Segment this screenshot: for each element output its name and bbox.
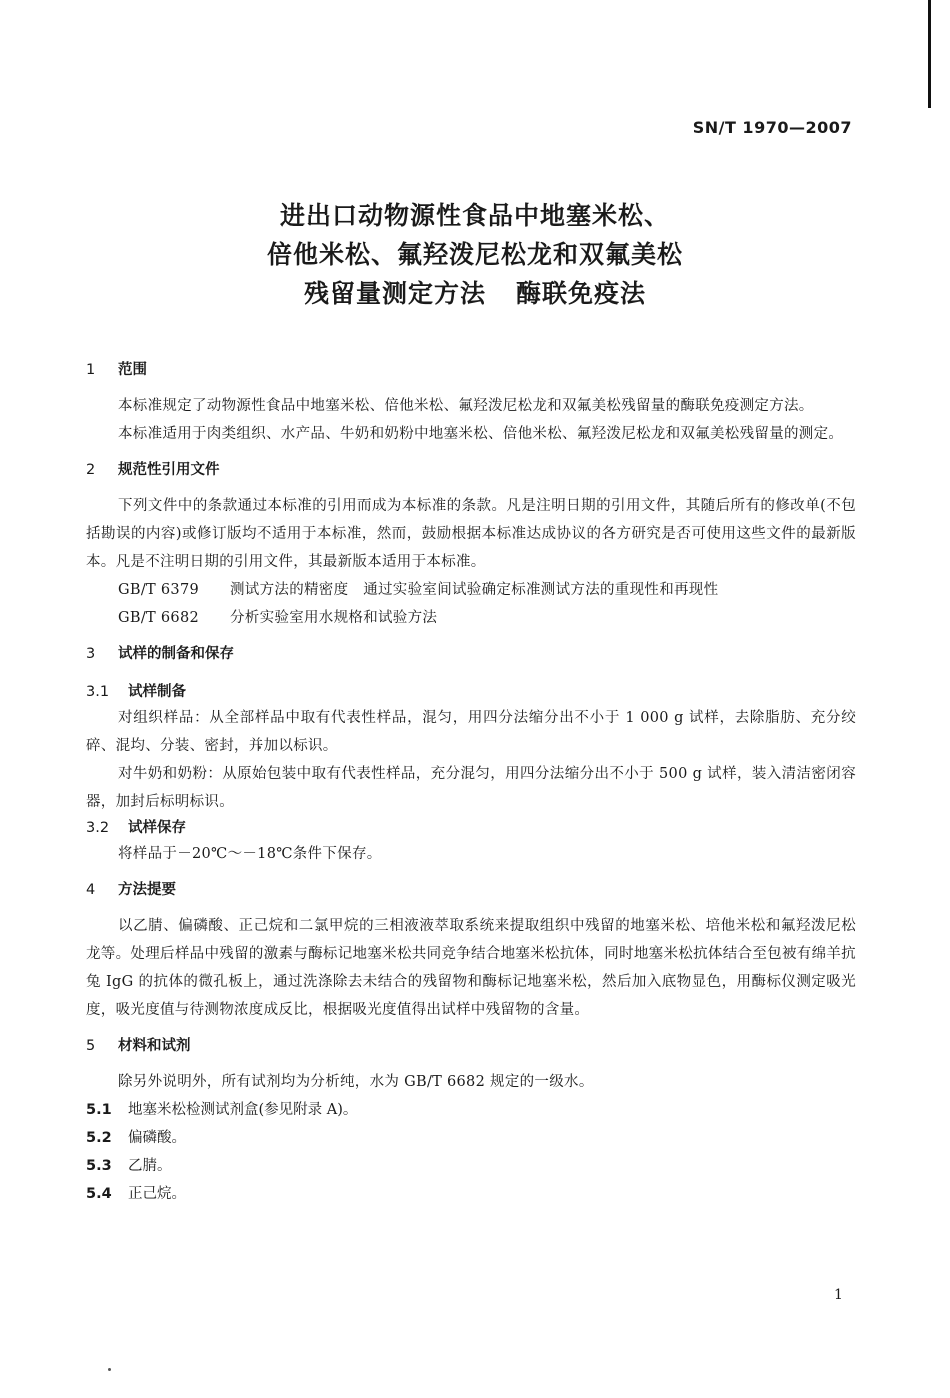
section-title: 规范性引用文件	[118, 462, 220, 478]
section-number: 2	[86, 462, 96, 478]
section-number: 3	[86, 646, 96, 662]
title-line-3b: 酶联免疫法	[516, 279, 647, 308]
section-1-paragraph-1: 本标准规定了动物源性食品中地塞米松、倍他米松、氟羟泼尼松龙和双氟美松残留量的酶联免疫测定方法。	[118, 398, 814, 414]
reference-title: 测试方法的精密度 通过实验室间试验确定标准测试方法的重现性和再现性	[230, 582, 719, 598]
section-1-heading	[86, 358, 856, 382]
subsection-3-1-paragraph-2: 对牛奶和奶粉：从原始包装中取有代表性样品，充分混匀，用四分法缩分出不小于 500 g 试样，装入清洁密闭容器，加封后标明标识。	[86, 766, 856, 810]
section-5-heading	[86, 1034, 856, 1058]
item-text: 乙腈。	[128, 1158, 172, 1174]
reference-title: 分析实验室用水规格和试验方法	[230, 610, 438, 626]
section-4-paragraph-1: 以乙腈、偏磷酸、正己烷和二氯甲烷的三相液液萃取系统来提取组织中残留的地塞米松、培他米松和氟羟泼尼松龙等。处理后样品中残留的激素与酶标记地塞米松共同竞争结合地塞米松抗体，同时地塞米松抗体结合至包被有绵羊抗兔 IgG 的抗体的微孔板上，通过洗涤除去未结合的残留物和酶标记地塞米松，然后加入底物显色，用酶标仪测定吸光度，吸光度值与待测物浓度成反比，根据吸光度值得出试样中残留物的含量。	[86, 918, 856, 1018]
item-number: 5.2	[86, 1130, 112, 1146]
reagent-item	[86, 1180, 856, 1208]
section-number: 1	[86, 362, 96, 378]
subsection-title: 试样保存	[128, 820, 186, 836]
page-number: 1	[834, 1287, 843, 1303]
title-line-1: 进出口动物源性食品中地塞米松、	[279, 201, 670, 230]
reagent-item	[86, 1152, 856, 1180]
reference-item	[86, 604, 856, 632]
document-title	[0, 196, 950, 313]
item-number: 5.3	[86, 1158, 112, 1174]
section-3-heading	[86, 642, 856, 666]
subsection-title: 试样制备	[128, 684, 186, 700]
section-title: 材料和试剂	[118, 1038, 191, 1054]
section-2-heading	[86, 458, 856, 482]
scan-speck	[108, 1368, 111, 1371]
document-body	[86, 358, 856, 1208]
standard-number: SN/T 1970—2007	[692, 118, 852, 137]
item-text: 正己烷。	[128, 1186, 186, 1202]
item-number: 5.1	[86, 1102, 112, 1118]
subsection-number: 3.1	[86, 684, 110, 700]
section-2-paragraph-1: 下列文件中的条款通过本标准的引用而成为本标准的条款。凡是注明日期的引用文件，其随后所有的修改单(不包括勘误的内容)或修订版均不适用于本标准，然而，鼓励根据本标准达成协议的各方研究是否可使用这些文件的最新版本。凡是不注明日期的引用文件，其最新版本适用于本标准。	[86, 498, 856, 570]
subsection-number: 3.2	[86, 820, 110, 836]
subsection-3-2-heading	[86, 816, 856, 840]
subsection-3-1-paragraph-1: 对组织样品：从全部样品中取有代表性样品，混匀，用四分法缩分出不小于 1 000 g 试样，去除脂肪、充分绞碎、混均、分装、密封，并加以标识。	[86, 710, 856, 754]
section-title: 试样的制备和保存	[118, 646, 234, 662]
reference-code: GB/T 6682	[118, 610, 200, 626]
section-4-heading	[86, 878, 856, 902]
section-title: 方法提要	[118, 882, 176, 898]
section-number: 5	[86, 1038, 96, 1054]
reagent-item	[86, 1096, 856, 1124]
title-line-2: 倍他米松、氟羟泼尼松龙和双氟美松	[266, 240, 683, 269]
reference-item	[86, 576, 856, 604]
subsection-3-1-heading	[86, 680, 856, 704]
title-line-3	[0, 274, 950, 313]
section-5-paragraph-1: 除另外说明外，所有试剂均为分析纯，水为 GB/T 6682 规定的一级水。	[118, 1074, 594, 1090]
scan-edge-mark	[928, 0, 931, 108]
item-number: 5.4	[86, 1186, 112, 1202]
item-text: 地塞米松检测试剂盒(参见附录 A)。	[128, 1102, 358, 1118]
title-line-3a: 残留量测定方法	[303, 279, 486, 308]
section-number: 4	[86, 882, 96, 898]
subsection-3-2-paragraph-1: 将样品于－20℃～－18℃条件下保存。	[118, 846, 382, 862]
section-title: 范围	[118, 362, 147, 378]
item-text: 偏磷酸。	[128, 1130, 186, 1146]
section-1-paragraph-2: 本标准适用于肉类组织、水产品、牛奶和奶粉中地塞米松、倍他米松、氟羟泼尼松龙和双氟美松残留量的测定。	[118, 426, 844, 442]
reference-code: GB/T 6379	[118, 582, 200, 598]
reagent-item	[86, 1124, 856, 1152]
